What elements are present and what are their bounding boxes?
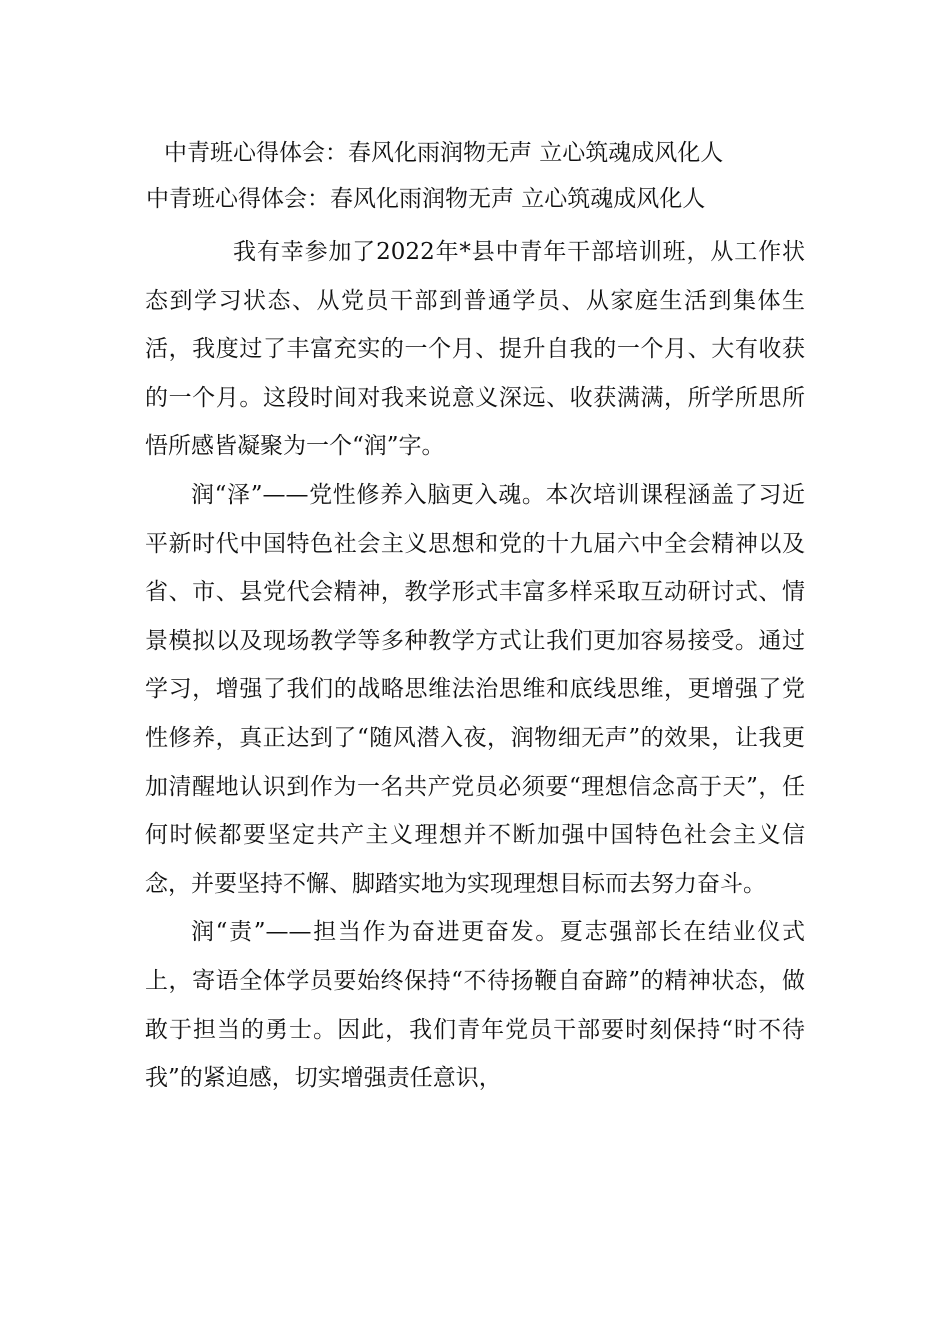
document-subtitle: 中青班心得体会：春风化雨润物无声 立心筑魂成风化人 xyxy=(146,186,706,212)
document-title: 中青班心得体会：春风化雨润物无声 立心筑魂成风化人 xyxy=(164,140,724,166)
paragraph-intro: 我有幸参加了2022年*县中青年干部培训班，从工作状态到学习状态、从党员干部到普通学员、从家庭生活到集体生活，我度过了丰富充实的一个月、提升自我的一个月、大有收获的一个月。这段时间对我来说意义深远、收获满满，所学所思所悟所感皆凝聚为一个“润”字。 xyxy=(145,239,805,460)
document-body xyxy=(145,228,805,1103)
paragraph-party-cultivation: 润“泽”——党性修养入脑更入魂。本次培训课程涵盖了习近平新时代中国特色社会主义思想和党的十九届六中全会精神以及省、市、县党代会精神，教学形式丰富多样采取互动研讨式、情景模拟以及现场教学等多种教学方式让我们更加容易接受。通过学习，增强了我们的战略思维法治思维和底线思维，更增强了党性修养，真正达到了“随风潜入夜，润物细无声”的效果，让我更加清醒地认识到作为一名共产党员必须要“理想信念高于天”，任何时候都要坚定共产主义理想并不断加强中国特色社会主义信念，并要坚持不懈、脚踏实地为实现理想目标而去努力奋斗。 xyxy=(145,481,805,897)
paragraph-responsibility: 润“责”——担当作为奋进更奋发。夏志强部长在结业仪式上，寄语全体学员要始终保持“不待扬鞭自奋蹄”的精神状态，做敢于担当的勇士。因此，我们青年党员干部要时刻保持“时不待我”的紧迫感，切实增强责任意识， xyxy=(145,919,805,1092)
